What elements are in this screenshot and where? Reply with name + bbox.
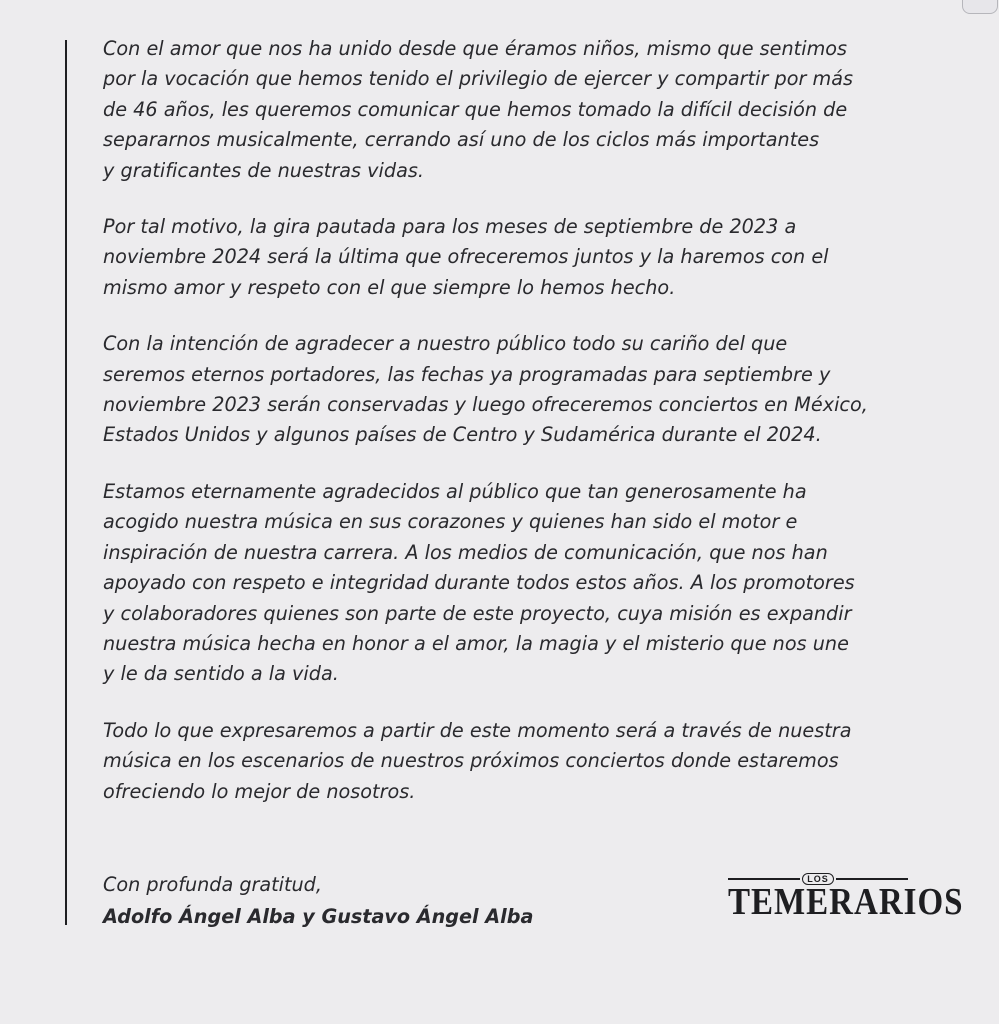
- paragraph-2: [103, 212, 963, 303]
- paragraph-5: [103, 716, 963, 807]
- letter-body: [103, 34, 963, 833]
- paragraph-line: apoyado con respeto e integridad durante todos estos años. A los promotores: [103, 571, 855, 595]
- paragraph-line: separarnos musicalmente, cerrando así uno de los ciclos más importantes: [103, 128, 820, 152]
- paragraph-line: Estados Unidos y algunos países de Centro y Sudamérica durante el 2024.: [103, 423, 822, 447]
- paragraph-line: noviembre 2024 será la última que ofreceremos juntos y la haremos con el: [103, 245, 829, 269]
- paragraph-4: [103, 477, 963, 690]
- paragraph-3: [103, 329, 963, 451]
- paragraph-line: noviembre 2023 serán conservadas y luego ofreceremos conciertos en México,: [103, 393, 868, 417]
- corner-button[interactable]: [962, 0, 998, 14]
- logo-main-text: TEMERARIOS: [728, 882, 964, 924]
- paragraph-line: y colaboradores quienes son parte de este proyecto, cuya misión es expandir: [103, 601, 852, 625]
- paragraph-line: música en los escenarios de nuestros próximos conciertos donde estaremos: [103, 749, 839, 773]
- paragraph-line: y gratificantes de nuestras vidas.: [103, 158, 424, 182]
- paragraph-line: nuestra música hecha en honor a el amor, la magia y el misterio que nos une: [103, 631, 849, 655]
- paragraph-line: mismo amor y respeto con el que siempre lo hemos hecho.: [103, 275, 676, 299]
- los-temerarios-logo: [728, 870, 964, 930]
- paragraph-line: seremos eternos portadores, las fechas ya programadas para septiembre y: [103, 362, 831, 386]
- paragraph-1: [103, 34, 963, 186]
- paragraph-line: Estamos eternamente agradecidos al público que tan generosamente ha: [103, 479, 807, 503]
- paragraph-line: Por tal motivo, la gira pautada para los meses de septiembre de 2023 a: [103, 215, 797, 239]
- logo-right-bar: [836, 878, 908, 880]
- closing-salutation: Con profunda gratitud,: [103, 873, 322, 896]
- left-vertical-rule: [65, 40, 67, 925]
- paragraph-line: ofreciendo lo mejor de nosotros.: [103, 779, 416, 803]
- paragraph-line: inspiración de nuestra carrera. A los medios de comunicación, que nos han: [103, 540, 828, 564]
- paragraph-line: Con la intención de agradecer a nuestro público todo su cariño del que: [103, 332, 788, 356]
- paragraph-line: y le da sentido a la vida.: [103, 662, 339, 686]
- logo-left-bar: [728, 878, 800, 880]
- paragraph-line: Todo lo que expresaremos a partir de este momento será a través de nuestra: [103, 718, 852, 742]
- signers-names: Adolfo Ángel Alba y Gustavo Ángel Alba: [103, 905, 534, 928]
- logo-small-text: LOS: [802, 873, 834, 885]
- closing-block: [103, 869, 533, 933]
- paragraph-line: por la vocación que hemos tenido el privilegio de ejercer y compartir por más: [103, 67, 854, 91]
- paragraph-line: de 46 años, les queremos comunicar que hemos tomado la difícil decisión de: [103, 97, 848, 121]
- paragraph-line: acogido nuestra música en sus corazones y quienes han sido el motor e: [103, 510, 798, 534]
- paragraph-line: Con el amor que nos ha unido desde que éramos niños, mismo que sentimos: [103, 37, 848, 60]
